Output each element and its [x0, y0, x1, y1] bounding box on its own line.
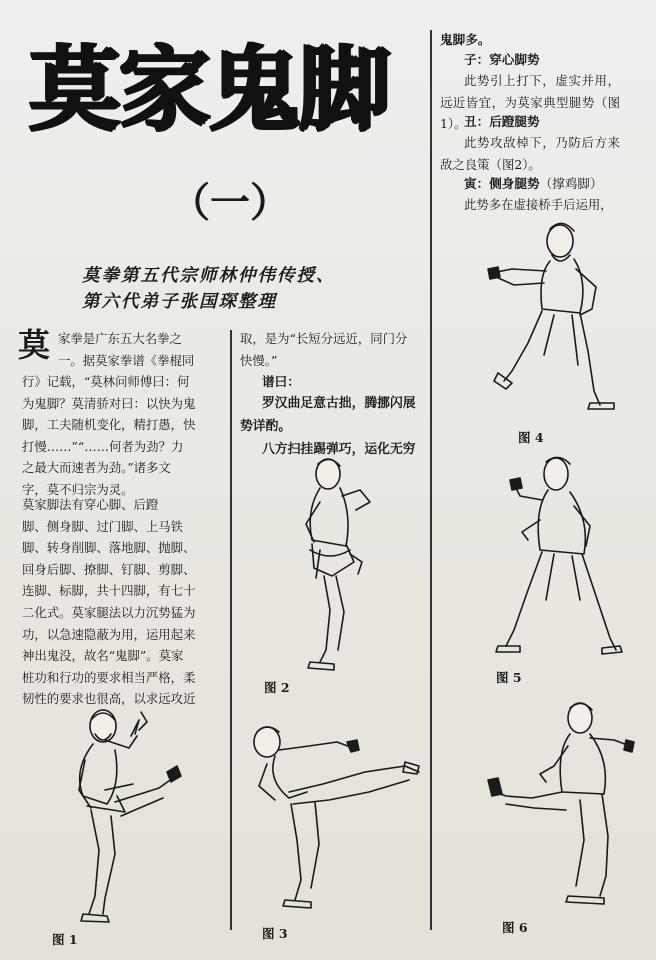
move-2-desc: 此势攻敌棹下，乃防后方来敌之良策（图2）。 [440, 135, 620, 172]
column-divider-left [230, 330, 232, 930]
verse-title: 谱曰： [262, 374, 300, 389]
kick-methods-paragraph: 莫家脚法有穿心脚、后蹬 脚、侧身脚、过门脚、上马铁 脚、转身削脚、落地脚、抛脚、 回身后脚、撩脚、钉脚、剪脚、 连脚、标脚，共十四脚，有七十 二化式。莫家腿法以力沉势猛为 功，以急速隐蔽为用，运用起来 神出鬼没，故名“鬼脚”。莫家 桩功和行功的要求相当严格，柔 韧性的要求也很高，以求远攻近 [22, 497, 196, 707]
col3-intro: 鬼脚多。 [440, 32, 491, 47]
verse-line-2: 八方扫挂踢弹巧，运化无穷 [262, 442, 416, 457]
figure-4-caption: 图 4 [518, 430, 544, 445]
drop-cap: 莫 [18, 326, 51, 364]
col2-continuation: 取，是为“长短分远近，同门分 快慢。” [240, 331, 408, 368]
part-number: （一） [170, 180, 290, 226]
move-1-name: 子：穿心脚势 [464, 52, 540, 67]
figure-1-caption: 图 1 [52, 932, 78, 947]
credit-line-2: 第六代弟子张国琛整理 [82, 292, 277, 312]
figure-2-illustration [280, 450, 400, 670]
intro-first-lines: 家拳是广东五大名拳之 一。据莫家拳谱《拳棍同 [58, 331, 195, 368]
article-title: 莫家鬼脚 [28, 36, 389, 143]
move-2-name: 丑：后蹬腿势 [464, 114, 540, 129]
column-divider-main [430, 30, 432, 930]
move-3-note: （撑鸡脚） [539, 176, 603, 191]
figure-5-illustration [494, 450, 624, 665]
figure-5-caption: 图 5 [496, 670, 522, 685]
move-3-name [464, 174, 603, 194]
move-3-title: 寅：侧身腿势 [464, 176, 540, 191]
move-3-desc: 此势多在虚接桥手后运用， [464, 197, 613, 212]
figure-1-illustration [55, 700, 195, 930]
intro-paragraph: 行》记载，“莫林问师傅曰：何 为鬼脚？莫清骄对曰：以快为鬼 脚，工夫随机变化，精打愚，快 打慢……”“……何者为劲？力 之最大而速者为劲。”诸多文 字，莫不归宗为灵。 [22, 374, 196, 497]
credit-line-1: 莫拳第五代宗师林仲伟传授、 [82, 266, 336, 286]
figure-3-caption: 图 3 [262, 926, 288, 941]
verse-line-1: 罗汉曲足意古拙，腾挪闪展势详酌。 [240, 396, 416, 434]
figure-6-caption: 图 6 [502, 920, 528, 935]
figure-4-illustration [484, 215, 624, 420]
move-1-desc: 此势引上打下，虚实并用，远近皆宜，为莫家典型腿势（图1）。 [440, 73, 620, 132]
figure-3-illustration [245, 720, 430, 915]
figure-2-caption: 图 2 [264, 680, 290, 695]
figure-6-illustration [484, 700, 634, 910]
